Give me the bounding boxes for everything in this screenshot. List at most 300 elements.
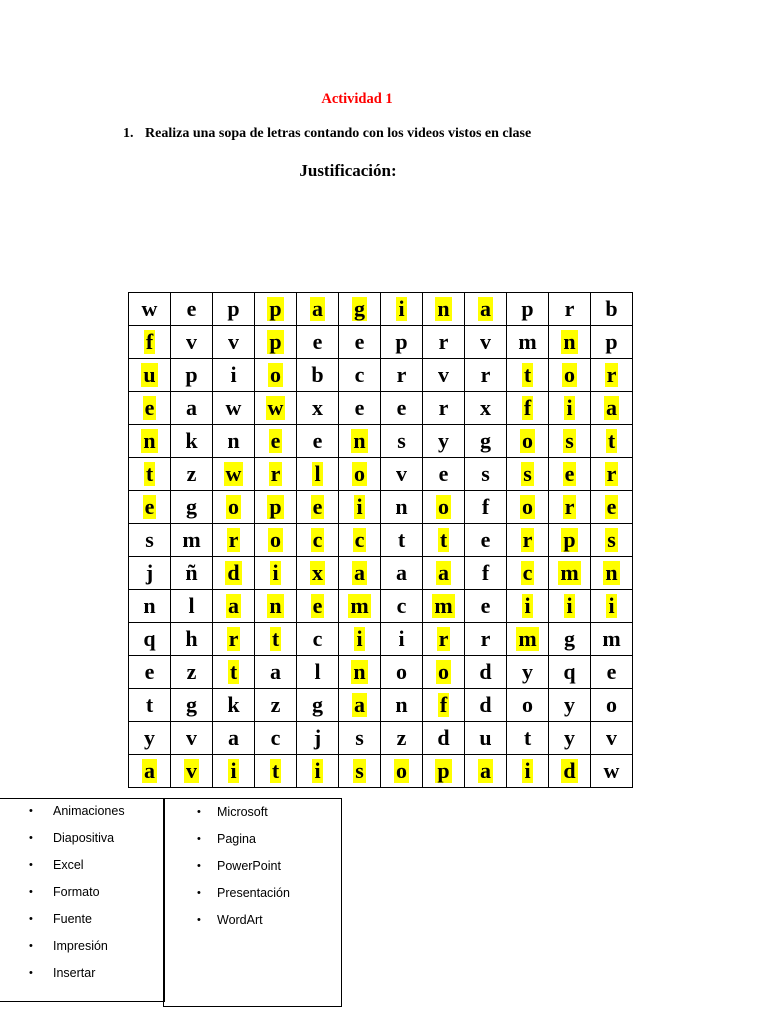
bullet-icon: •	[29, 940, 33, 952]
grid-cell	[591, 359, 633, 392]
grid-letter: n	[269, 593, 282, 618]
grid-row	[129, 425, 633, 458]
grid-letter: w	[225, 395, 242, 420]
grid-cell	[213, 392, 255, 425]
grid-cell	[465, 524, 507, 557]
grid-letter: r	[228, 626, 239, 651]
grid-letter: e	[312, 428, 323, 453]
grid-cell	[507, 458, 549, 491]
grid-cell	[507, 293, 549, 326]
grid-letter: i	[230, 362, 237, 387]
grid-letter: m	[182, 527, 201, 552]
grid-letter: o	[522, 494, 533, 519]
grid-cell	[381, 557, 423, 590]
grid-cell	[339, 656, 381, 689]
grid-letter: x	[312, 560, 323, 585]
grid-letter: e	[270, 428, 281, 453]
grid-cell	[549, 359, 591, 392]
grid-cell	[381, 722, 423, 755]
grid-letter: t	[439, 527, 448, 552]
grid-letter: n	[605, 560, 618, 585]
grid-cell	[171, 326, 213, 359]
grid-cell	[171, 458, 213, 491]
grid-cell	[129, 722, 171, 755]
grid-letter: e	[480, 593, 491, 618]
grid-cell	[255, 755, 297, 788]
grid-cell	[297, 755, 339, 788]
grid-letter: n	[143, 593, 156, 618]
grid-cell	[549, 392, 591, 425]
grid-letter: c	[522, 560, 533, 585]
grid-letter: i	[398, 626, 405, 651]
grid-cell	[171, 557, 213, 590]
grid-cell	[171, 293, 213, 326]
grid-cell	[255, 326, 297, 359]
word-label: Presentación	[217, 886, 290, 900]
grid-letter: o	[438, 494, 449, 519]
grid-cell	[591, 755, 633, 788]
word-list-item	[0, 798, 164, 825]
grid-letter: w	[141, 296, 158, 321]
grid-letter: e	[144, 659, 155, 684]
grid-cell	[171, 656, 213, 689]
grid-cell	[423, 623, 465, 656]
grid-letter: a	[396, 560, 407, 585]
grid-cell	[171, 590, 213, 623]
grid-letter: i	[398, 296, 405, 321]
grid-cell	[465, 590, 507, 623]
grid-letter: c	[354, 527, 365, 552]
word-list-item	[164, 880, 341, 907]
word-label: Excel	[53, 858, 84, 872]
grid-letter: i	[524, 758, 531, 783]
grid-letter: a	[354, 560, 365, 585]
grid-cell	[297, 689, 339, 722]
word-list-item	[164, 826, 341, 853]
grid-letter: e	[396, 395, 407, 420]
grid-letter: e	[312, 593, 323, 618]
grid-cell	[339, 524, 381, 557]
grid-letter: o	[270, 527, 281, 552]
grid-cell	[381, 656, 423, 689]
grid-cell	[465, 392, 507, 425]
grid-cell	[507, 392, 549, 425]
grid-cell	[339, 557, 381, 590]
grid-cell	[171, 524, 213, 557]
grid-letter: r	[396, 362, 407, 387]
grid-cell	[591, 491, 633, 524]
bullet-icon: •	[29, 832, 33, 844]
grid-cell	[591, 557, 633, 590]
grid-cell	[549, 755, 591, 788]
grid-cell	[381, 524, 423, 557]
grid-cell	[465, 326, 507, 359]
grid-letter: v	[186, 329, 197, 354]
grid-letter: r	[522, 527, 533, 552]
grid-letter: f	[523, 395, 532, 420]
grid-cell	[213, 689, 255, 722]
grid-letter: z	[186, 461, 197, 486]
grid-cell	[423, 293, 465, 326]
grid-cell	[549, 524, 591, 557]
grid-letter: i	[314, 758, 321, 783]
grid-cell	[339, 425, 381, 458]
grid-letter: g	[312, 692, 323, 717]
grid-letter: m	[602, 626, 621, 651]
grid-letter: s	[355, 758, 364, 783]
grid-cell	[339, 623, 381, 656]
grid-cell	[339, 590, 381, 623]
grid-cell	[423, 458, 465, 491]
grid-cell	[255, 293, 297, 326]
grid-cell	[255, 656, 297, 689]
activity-title: Actividad 1	[321, 91, 393, 107]
grid-letter: m	[350, 593, 369, 618]
grid-letter: e	[354, 329, 365, 354]
grid-letter: z	[396, 725, 407, 750]
grid-cell	[129, 623, 171, 656]
grid-cell	[339, 359, 381, 392]
grid-letter: r	[606, 362, 617, 387]
word-label: Diapositiva	[53, 831, 115, 845]
bullet-icon: •	[29, 967, 33, 979]
grid-letter: n	[143, 428, 156, 453]
word-label: PowerPoint	[217, 859, 281, 873]
grid-letter: p	[269, 329, 282, 354]
grid-letter: o	[564, 362, 575, 387]
word-label: Pagina	[217, 832, 256, 846]
grid-letter: a	[228, 593, 239, 618]
grid-cell	[549, 425, 591, 458]
grid-cell	[297, 623, 339, 656]
grid-cell	[297, 458, 339, 491]
grid-letter: o	[228, 494, 239, 519]
grid-letter: t	[271, 626, 280, 651]
grid-letter: g	[564, 626, 575, 651]
grid-cell	[297, 524, 339, 557]
grid-letter: u	[479, 725, 492, 750]
grid-letter: p	[563, 527, 576, 552]
grid-cell	[129, 689, 171, 722]
grid-letter: ñ	[185, 560, 198, 585]
grid-letter: i	[272, 560, 279, 585]
grid-letter: c	[354, 362, 365, 387]
grid-cell	[255, 491, 297, 524]
grid-cell	[129, 590, 171, 623]
grid-cell	[129, 359, 171, 392]
grid-letter: s	[607, 527, 616, 552]
grid-cell	[255, 689, 297, 722]
grid-cell	[423, 392, 465, 425]
grid-cell	[381, 293, 423, 326]
bullet-icon: •	[197, 887, 201, 899]
grid-letter: p	[395, 329, 408, 354]
grid-letter: o	[396, 659, 407, 684]
grid-row	[129, 557, 633, 590]
grid-cell	[423, 359, 465, 392]
grid-cell	[213, 623, 255, 656]
grid-cell	[423, 656, 465, 689]
grid-letter: c	[312, 626, 323, 651]
grid-cell	[213, 722, 255, 755]
grid-cell	[591, 293, 633, 326]
grid-cell	[213, 425, 255, 458]
grid-letter: n	[563, 329, 576, 354]
bullet-icon: •	[197, 833, 201, 845]
grid-cell	[381, 425, 423, 458]
grid-row	[129, 722, 633, 755]
grid-letter: l	[314, 659, 321, 684]
grid-letter: j	[313, 725, 322, 750]
grid-letter: e	[144, 494, 155, 519]
word-label: WordArt	[217, 913, 263, 927]
grid-cell	[339, 392, 381, 425]
grid-letter: j	[145, 560, 154, 585]
grid-letter: e	[186, 296, 197, 321]
grid-letter: i	[356, 494, 363, 519]
grid-letter: a	[228, 725, 239, 750]
grid-letter: i	[524, 593, 531, 618]
bullet-icon: •	[197, 860, 201, 872]
grid-letter: v	[228, 329, 239, 354]
grid-row	[129, 524, 633, 557]
grid-letter: f	[439, 692, 448, 717]
grid-letter: p	[227, 296, 240, 321]
grid-cell	[507, 425, 549, 458]
grid-letter: a	[606, 395, 617, 420]
grid-cell	[171, 392, 213, 425]
grid-letter: a	[186, 395, 197, 420]
grid-letter: s	[481, 461, 490, 486]
grid-cell	[465, 755, 507, 788]
grid-letter: o	[522, 428, 533, 453]
grid-cell	[255, 590, 297, 623]
grid-letter: m	[434, 593, 453, 618]
grid-cell	[423, 524, 465, 557]
grid-cell	[129, 326, 171, 359]
grid-letter: i	[566, 395, 573, 420]
grid-letter: v	[186, 758, 197, 783]
grid-cell	[465, 491, 507, 524]
grid-row	[129, 392, 633, 425]
grid-letter: q	[563, 659, 576, 684]
grid-letter: f	[481, 560, 490, 585]
word-list-right	[163, 798, 342, 1007]
grid-letter: e	[606, 494, 617, 519]
grid-cell	[171, 689, 213, 722]
grid-letter: b	[311, 362, 324, 387]
grid-cell	[339, 458, 381, 491]
bullet-icon: •	[29, 805, 33, 817]
grid-letter: v	[396, 461, 407, 486]
grid-letter: r	[480, 362, 491, 387]
grid-cell	[129, 524, 171, 557]
grid-cell	[129, 491, 171, 524]
bullet-icon: •	[197, 806, 201, 818]
word-label: Fuente	[53, 912, 92, 926]
grid-cell	[129, 656, 171, 689]
grid-cell	[507, 557, 549, 590]
word-list-item	[0, 852, 164, 879]
grid-cell	[591, 392, 633, 425]
instruction-number: 1.	[123, 126, 134, 141]
grid-cell	[339, 722, 381, 755]
grid-cell	[297, 656, 339, 689]
grid-letter: r	[438, 395, 449, 420]
grid-letter: v	[438, 362, 449, 387]
grid-letter: i	[230, 758, 237, 783]
grid-letter: r	[480, 626, 491, 651]
grid-cell	[297, 491, 339, 524]
grid-cell	[339, 755, 381, 788]
grid-letter: n	[437, 296, 450, 321]
grid-letter: p	[269, 494, 282, 519]
grid-letter: a	[480, 296, 491, 321]
grid-letter: f	[145, 329, 154, 354]
grid-cell	[591, 590, 633, 623]
grid-cell	[507, 656, 549, 689]
grid-letter: b	[605, 296, 618, 321]
grid-letter: r	[438, 626, 449, 651]
grid-cell	[297, 293, 339, 326]
grid-letter: n	[353, 428, 366, 453]
grid-cell	[591, 623, 633, 656]
bullet-icon: •	[197, 914, 201, 926]
grid-letter: y	[522, 659, 533, 684]
grid-letter: a	[354, 692, 365, 717]
grid-cell	[129, 458, 171, 491]
grid-cell	[129, 425, 171, 458]
grid-letter: g	[354, 296, 365, 321]
grid-cell	[465, 722, 507, 755]
grid-letter: e	[564, 461, 575, 486]
grid-letter: s	[145, 527, 154, 552]
grid-letter: a	[312, 296, 323, 321]
grid-cell	[465, 656, 507, 689]
grid-letter: a	[270, 659, 281, 684]
grid-cell	[381, 491, 423, 524]
grid-letter: e	[144, 395, 155, 420]
grid-cell	[507, 524, 549, 557]
grid-cell	[549, 656, 591, 689]
word-list-item	[164, 907, 341, 934]
grid-letter: r	[564, 296, 575, 321]
grid-letter: p	[437, 758, 450, 783]
grid-cell	[381, 755, 423, 788]
grid-row	[129, 755, 633, 788]
grid-letter: u	[143, 362, 156, 387]
grid-letter: e	[438, 461, 449, 486]
grid-letter: r	[270, 461, 281, 486]
grid-cell	[381, 392, 423, 425]
word-list-item	[0, 933, 164, 960]
grid-cell	[213, 458, 255, 491]
grid-cell	[549, 689, 591, 722]
grid-cell	[591, 689, 633, 722]
word-list-item	[164, 799, 341, 826]
grid-cell	[339, 689, 381, 722]
grid-cell	[423, 755, 465, 788]
grid-letter: v	[606, 725, 617, 750]
grid-letter: y	[564, 725, 575, 750]
grid-letter: y	[564, 692, 575, 717]
grid-letter: l	[188, 593, 195, 618]
grid-cell	[591, 425, 633, 458]
word-list-item	[0, 960, 164, 987]
grid-letter: l	[314, 461, 321, 486]
grid-letter: m	[518, 626, 537, 651]
grid-cell	[213, 557, 255, 590]
grid-cell	[213, 326, 255, 359]
grid-row	[129, 458, 633, 491]
grid-letter: t	[523, 725, 532, 750]
grid-letter: r	[438, 329, 449, 354]
grid-cell	[255, 623, 297, 656]
grid-letter: x	[312, 395, 323, 420]
grid-letter: n	[353, 659, 366, 684]
grid-cell	[591, 524, 633, 557]
grid-letter: s	[523, 461, 532, 486]
grid-cell	[129, 293, 171, 326]
grid-cell	[591, 656, 633, 689]
grid-letter: i	[608, 593, 615, 618]
grid-letter: t	[523, 362, 532, 387]
grid-letter: e	[606, 659, 617, 684]
word-label: Animaciones	[53, 804, 125, 818]
grid-letter: g	[186, 692, 197, 717]
grid-cell	[213, 590, 255, 623]
grid-cell	[507, 623, 549, 656]
grid-row	[129, 590, 633, 623]
grid-cell	[381, 458, 423, 491]
word-label: Insertar	[53, 966, 96, 980]
word-search-grid	[128, 292, 633, 788]
grid-cell	[465, 458, 507, 491]
grid-cell	[423, 326, 465, 359]
grid-letter: p	[605, 329, 618, 354]
grid-cell	[255, 557, 297, 590]
grid-letter: p	[269, 296, 282, 321]
bullet-icon: •	[29, 859, 33, 871]
grid-cell	[591, 722, 633, 755]
grid-cell	[465, 557, 507, 590]
grid-cell	[381, 359, 423, 392]
grid-letter: s	[355, 725, 364, 750]
grid-letter: f	[481, 494, 490, 519]
grid-letter: d	[227, 560, 240, 585]
word-list-item	[0, 825, 164, 852]
grid-cell	[297, 425, 339, 458]
grid-cell	[213, 524, 255, 557]
grid-letter: m	[518, 329, 537, 354]
grid-letter: d	[479, 659, 492, 684]
grid-cell	[507, 755, 549, 788]
grid-letter: a	[144, 758, 155, 783]
bullet-icon: •	[29, 886, 33, 898]
grid-cell	[255, 722, 297, 755]
grid-letter: c	[396, 593, 407, 618]
grid-cell	[213, 491, 255, 524]
instruction	[123, 126, 531, 142]
grid-cell	[171, 755, 213, 788]
grid-cell	[591, 326, 633, 359]
grid-letter: o	[438, 659, 449, 684]
grid-cell	[549, 491, 591, 524]
grid-row	[129, 689, 633, 722]
grid-letter: t	[229, 659, 238, 684]
grid-letter: i	[356, 626, 363, 651]
grid-cell	[297, 722, 339, 755]
